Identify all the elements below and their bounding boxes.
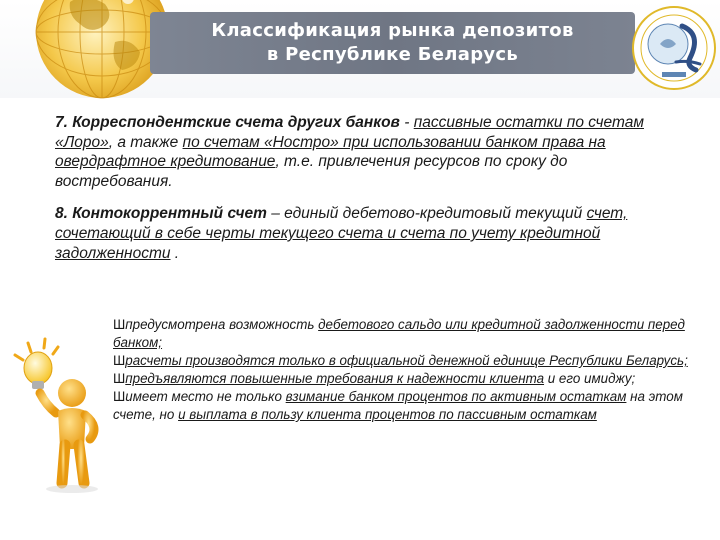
bullet-marker: Ш [113,389,126,404]
item-8-heading: 8. Контокоррентный счет [55,205,267,223]
bullet-marker: Ш [113,371,126,386]
slide-title-line1: Классификация рынка депозитов [211,20,574,41]
bullet-marker: Ш [113,317,126,332]
idea-figure-illustration [12,335,107,495]
emblem-logo [630,4,718,92]
item-7: 7. Корреспондентские счета других банков - пассивные остатки по счетам «Лоро», а также по счетам «Ностро» при использовании банком права на овердрафтное кредитование, т.е. привлечения ресурсов по сроку до востребования. [55,114,644,190]
item-8: 8. Контокоррентный счет – единый дебетово-кредитовый текущий счет, сочетающий в себе черты текущего счета и счета по учету кредитной задолженности . [55,205,628,262]
list-item: Шрасчеты производятся только в официальной денежной единице Республики Беларусь; [113,353,688,368]
list-item: Шимеет место не только взимание банком процентов по активным остаткам на этом счете, но и выплата в пользу клиента процентов по пассивным остаткам [113,389,683,422]
item-7-heading: 7. Корреспондентские счета других банков [55,114,400,131]
item-7-underlined-1: пассивные остатки по счетам «Лоро» [55,114,644,151]
item-7-underlined-2: по счетам «Ностро» при использовании банком права на овердрафтное кредитование [55,133,606,171]
slide-header [0,0,720,98]
feature-list [113,316,688,424]
list-item: Шпредусмотрена возможность дебетового сальдо или кредитной задолженности перед банком; [113,317,685,350]
bullet-marker: Ш [113,353,126,368]
main-text [55,113,685,276]
item-8-underlined: счет, сочетающий в себе черты текущего счета и счета по учету кредитной задолженности [55,205,628,262]
list-item: Шпредъявляются повышенные требования к надежности клиента и его имиджу; [113,371,636,386]
slide-title-line2: в Республике Беларусь [266,44,519,65]
